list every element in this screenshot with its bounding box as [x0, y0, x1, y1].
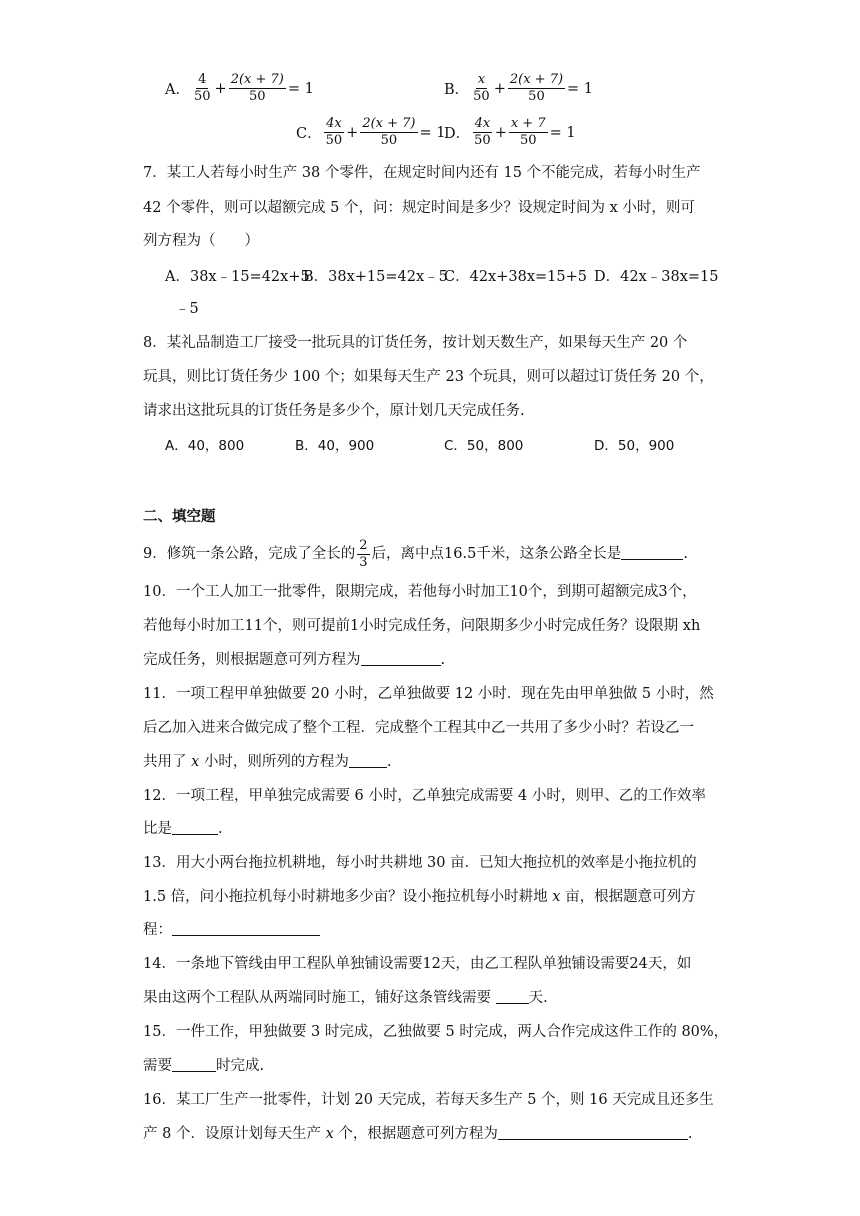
fraction — [229, 72, 286, 105]
equation-rhs: = 1 — [549, 124, 576, 141]
q10-line-1: 10．一个工人加工一批零件，限期完成，若他每小时加工10个，到期可超额完成3个， — [143, 584, 697, 600]
q9-end: . — [683, 546, 688, 562]
denominator: 50 — [249, 89, 266, 104]
q11-answer-blank[interactable] — [349, 753, 387, 768]
q11-line-2: 后乙加入进来合做完成了整个工程．完成整个工程其中乙一共用了多少小时？若设乙一 — [143, 720, 694, 736]
q14-end: 天. — [528, 990, 548, 1006]
q13-answer-blank[interactable] — [172, 921, 320, 936]
fraction-two-thirds — [357, 538, 369, 571]
denominator: 50 — [473, 89, 490, 104]
numerator: x + 7 — [510, 116, 546, 131]
fraction — [508, 72, 565, 105]
q15-answer-blank[interactable] — [172, 1057, 216, 1072]
q6-option-a[interactable]: A． $\frac{4}{50}$ + $\frac{2(x + 7)}{50}$ = 1 — [165, 72, 314, 104]
q7-line-2: 42 个零件，则可以超额完成 5 个，问：规定时间是多少？设规定时间为 x 小时，则可 — [143, 200, 695, 216]
q12-line-2 — [143, 819, 223, 839]
option-label: D． — [444, 126, 471, 142]
section-title: 二、填空题 — [143, 509, 216, 525]
q8-line-3: 请求出这批玩具的订货任务是多少个，原计划几天完成任务. — [143, 403, 525, 419]
fraction — [509, 116, 548, 149]
q13-line-3 — [143, 920, 320, 940]
numerator: 4x — [326, 116, 342, 131]
numerator: 4x — [474, 116, 491, 131]
numerator: 2 — [359, 537, 368, 553]
q14-answer-blank[interactable] — [496, 989, 529, 1004]
fraction — [472, 116, 493, 149]
variable-x: x — [325, 1126, 334, 1142]
q15-line-2 — [143, 1056, 264, 1076]
fraction — [324, 116, 345, 149]
fraction — [471, 72, 492, 105]
variable-x: x — [191, 754, 200, 770]
denominator: 50 — [193, 89, 211, 104]
q7-option-d-continued: ﹣5 — [175, 301, 199, 317]
q10-line-2: 若他每小时加工11个，则可提前1小时完成任务，问限期多少小时完成任务？设限期 xh — [143, 618, 701, 634]
q16-answer-blank[interactable] — [498, 1125, 688, 1140]
q14-line-1: 14．一条地下管线由甲工程队单独铺设需要12天，由乙工程队单独铺设需要24天，如 — [143, 956, 692, 972]
q10-text: 完成任务，则根据题意可列方程为 — [143, 652, 361, 668]
q15-end: 时完成. — [216, 1058, 265, 1074]
q13-line-2 — [143, 887, 696, 907]
q12-answer-blank[interactable] — [172, 820, 218, 835]
q16-text-2: 个，根据题意可列方程为 — [333, 1126, 498, 1142]
denominator: 3 — [359, 554, 368, 570]
option-label: A． — [165, 82, 190, 98]
q9-line — [143, 536, 688, 572]
q6-option-c[interactable]: C． $\frac{4x}{50}$ + $\frac{2(x + 7)}{50}$ = 1 — [296, 116, 446, 148]
q10-answer-blank[interactable] — [361, 651, 441, 666]
fraction — [360, 116, 417, 149]
q12-end: . — [218, 821, 223, 837]
q7-option-b[interactable]: B．38x+15=42x﹣5 — [303, 269, 448, 285]
q8-line-2: 玩具，则比订货任务少 100 个；如果每天生产 23 个玩具，则可以超过订货任务 20 个， — [143, 369, 714, 385]
numerator: x — [477, 72, 486, 87]
q13-text: 1.5 倍，问小拖拉机每小时耕地多少亩？设小拖拉机每小时耕地 — [143, 889, 553, 905]
q11-line-1: 11．一项工程甲单独做要 20 小时，乙单独做要 12 小时．现在先由甲单独做 5 小时，然 — [143, 686, 714, 702]
denominator: 50 — [528, 89, 545, 104]
q12-line-1: 12．一项工程，甲单独完成需要 6 小时，乙单独完成需要 4 小时，则甲、乙的工作效率 — [143, 788, 706, 804]
q11-text: 共用了 — [143, 754, 192, 770]
variable-x: x — [552, 889, 561, 905]
q15-text: 需要 — [143, 1058, 172, 1074]
q14-text: 果由这两个工程队从两端同时施工，铺好这条管线需要 — [143, 990, 496, 1006]
option-label: C． — [296, 126, 322, 142]
q7-option-d[interactable]: D．42x﹣38x=15 — [594, 269, 719, 285]
q16-end: . — [687, 1126, 693, 1142]
q8-option-d[interactable]: D．50，900 — [594, 438, 675, 454]
q6-option-d[interactable]: D． $\frac{4x}{50}$ + $\frac{x + 7}{50}$ = 1 — [444, 116, 576, 148]
q8-line-1: 8．某礼品制造工厂接受一批玩具的订货任务，按计划天数生产，如果每天生产 20 个 — [143, 335, 688, 351]
q11-text-2: 小时，则所列的方程为 — [199, 754, 349, 770]
q16-line-2 — [143, 1124, 692, 1144]
q14-line-2 — [143, 988, 548, 1008]
equation-rhs: = 1 — [567, 80, 594, 97]
q15-line-1: 15．一件工作，甲独做要 3 时完成，乙独做要 5 时完成，两人合作完成这件工作的 80%， — [143, 1024, 729, 1040]
q7-option-c[interactable]: C．42x+38x=15+5 — [444, 269, 587, 285]
q11-line-3 — [143, 752, 392, 772]
equation-rhs: = 1 — [287, 80, 314, 97]
equation-rhs: = 1 — [419, 124, 446, 141]
q6-option-b[interactable]: B． $\frac{x}{50}$ + $\frac{2(x + 7)}{50}$ = 1 — [444, 72, 594, 104]
q9-text: 9．修筑一条公路，完成了全长的 — [143, 546, 356, 562]
q13-text-3: 程： — [143, 922, 172, 938]
denominator: 50 — [380, 133, 398, 148]
q8-option-a[interactable]: A．40，800 — [165, 438, 245, 454]
q8-option-c[interactable]: C．50，800 — [444, 438, 524, 454]
denominator: 50 — [474, 133, 491, 148]
q9-answer-blank[interactable] — [621, 545, 683, 560]
q11-end: . — [386, 754, 392, 770]
q12-text: 比是 — [143, 821, 172, 837]
q7-line-1: 7．某工人若每小时生产 38 个零件，在规定时间内还有 15 个不能完成，若每小时生产 — [143, 165, 701, 181]
q13-text-2: 亩，根据题意可列方 — [560, 889, 696, 905]
numerator: 2(x + 7) — [230, 72, 284, 87]
numerator: 4 — [198, 72, 207, 87]
q7-line-3: 列方程为（ ） — [143, 233, 259, 249]
q7-option-a[interactable]: A．38x﹣15=42x+5 — [165, 269, 310, 285]
fraction — [192, 72, 213, 105]
numerator: 2(x + 7) — [509, 72, 564, 87]
q8-option-b[interactable]: B．40，900 — [295, 438, 375, 454]
q16-line-1: 16．某工厂生产一批零件，计划 20 天完成，若每天多生产 5 个，则 16 天完成且还多生 — [143, 1092, 714, 1108]
q10-end: . — [440, 652, 446, 668]
option-label: B． — [444, 82, 470, 98]
numerator: 2(x + 7) — [362, 116, 416, 131]
q9-text-2: 后，离中点16.5千米，这条公路全长是 — [371, 546, 622, 562]
denominator: 50 — [325, 133, 343, 148]
q10-line-3 — [143, 650, 445, 670]
denominator: 50 — [519, 133, 537, 148]
q16-text: 产 8 个．设原计划每天生产 — [143, 1126, 326, 1142]
q13-line-1: 13．用大小两台拖拉机耕地，每小时共耕地 30 亩．已知大拖拉机的效率是小拖拉机的 — [143, 855, 697, 871]
